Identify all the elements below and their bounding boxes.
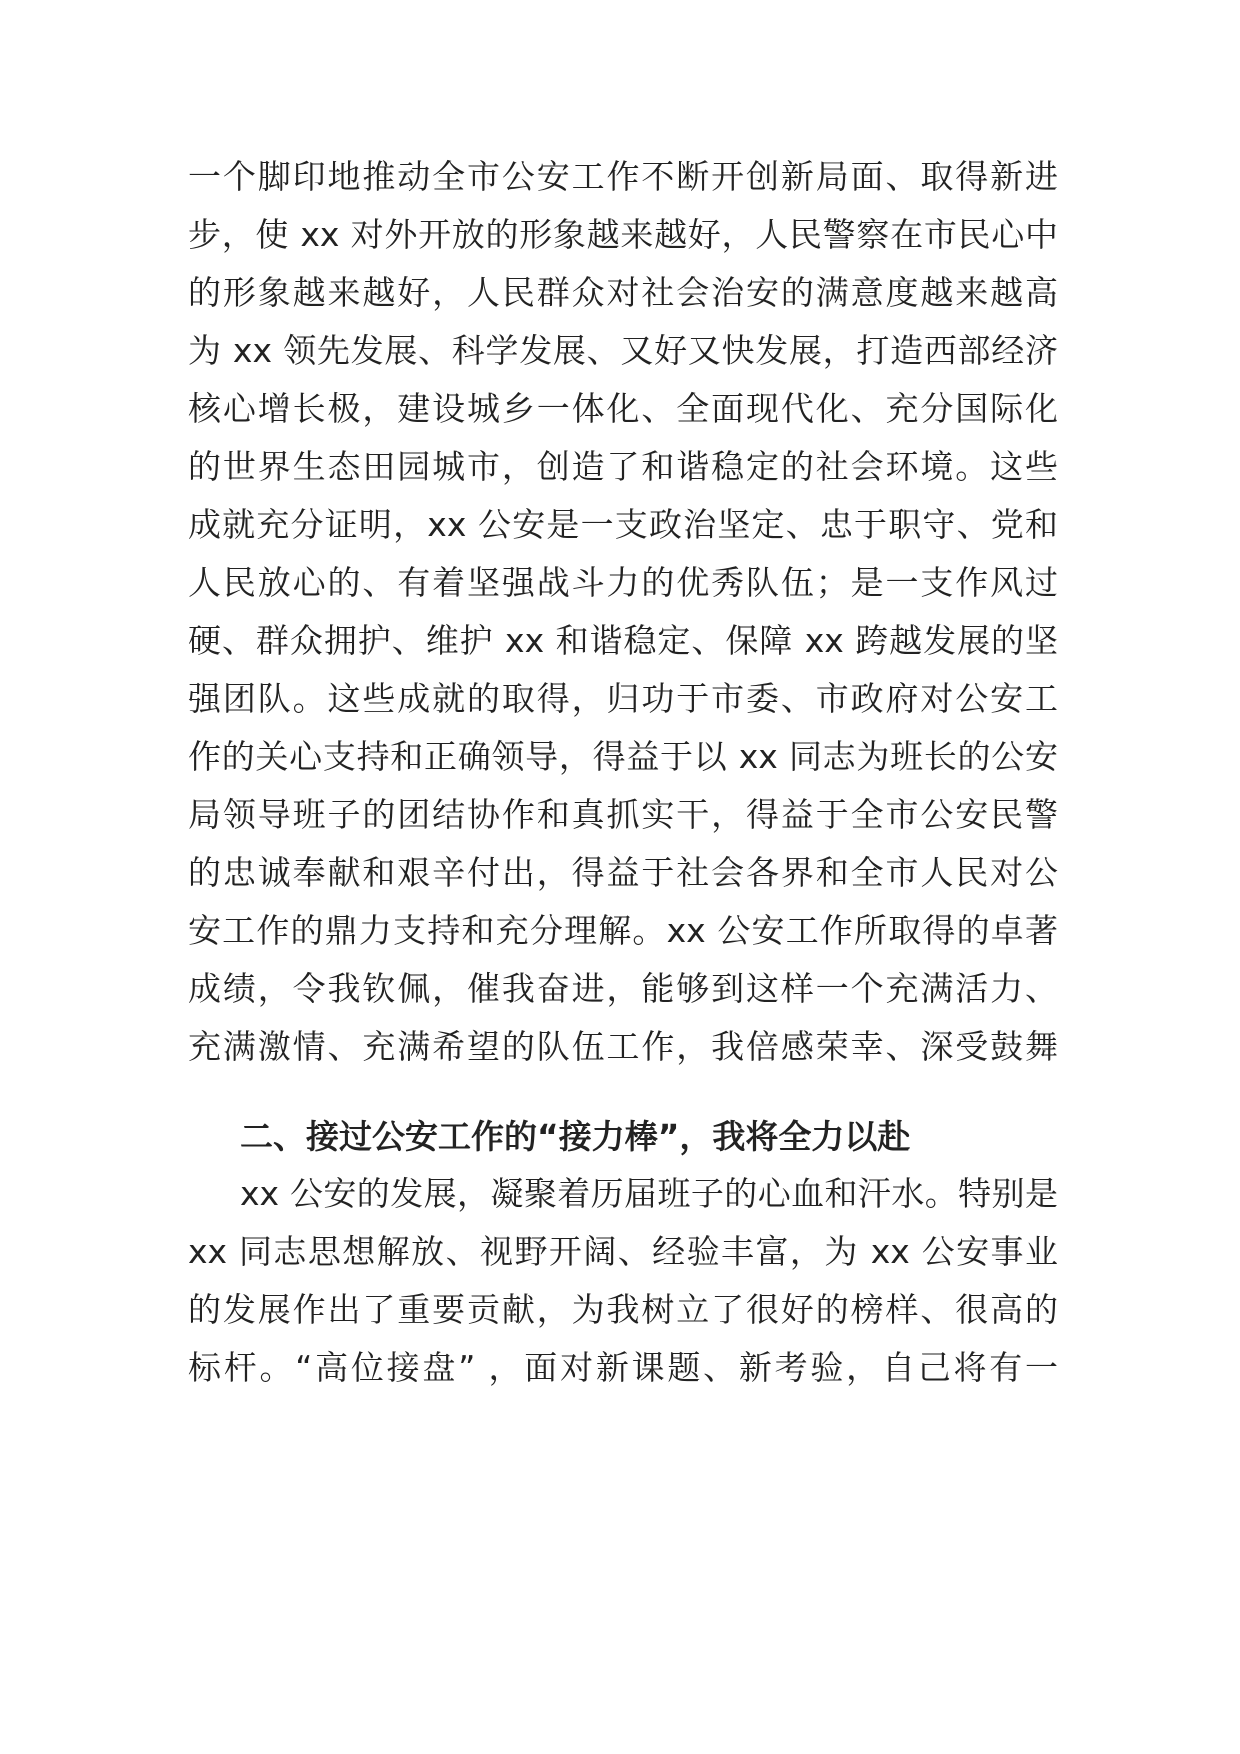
body-line: 一个脚印地推动全市公安工作不断开创新局面、取得新进 [188, 157, 1058, 196]
body-line: 局领导班子的团结协作和真抓实干，得益于全市公安民警 [188, 795, 1058, 834]
body-line: 成绩，令我钦佩，催我奋进，能够到这样一个充满活力、 [188, 969, 1058, 1008]
body-line: 的发展作出了重要贡献，为我树立了很好的榜样、很高的 [188, 1290, 1058, 1329]
body-line: 安工作的鼎力支持和充分理解。xx 公安工作所取得的卓著 [188, 911, 1058, 950]
body-line: 硬、群众拥护、维护 xx 和谐稳定、保障 xx 跨越发展的坚 [188, 621, 1058, 660]
body-line: 步，使 xx 对外开放的形象越来越好，人民警察在市民心中 [188, 215, 1058, 254]
body-line: 作的关心支持和正确领导，得益于以 xx 同志为班长的公安 [188, 737, 1058, 776]
body-line: 充满激情、充满希望的队伍工作，我倍感荣幸、深受鼓舞 [188, 1027, 1058, 1066]
body-line: xx 公安的发展，凝聚着历届班子的心血和汗水。特别是 [240, 1174, 1058, 1213]
body-line: 的忠诚奉献和艰辛付出，得益于社会各界和全市人民对公 [188, 853, 1058, 892]
body-line: 成就充分证明，xx 公安是一支政治坚定、忠于职守、党和 [188, 505, 1058, 544]
body-line: 核心增长极，建设城乡一体化、全面现代化、充分国际化 [188, 389, 1058, 428]
body-line: 标杆。“高位接盘” ，面对新课题、新考验，自己将有一 [188, 1348, 1058, 1387]
body-line: 为 xx 领先发展、科学发展、又好又快发展，打造西部经济 [188, 331, 1058, 370]
section-heading: 二、接过公安工作的“接力棒”，我将全力以赴 [240, 1117, 911, 1156]
body-line: 的形象越来越好，人民群众对社会治安的满意度越来越高 [188, 273, 1058, 312]
body-line: xx 同志思想解放、视野开阔、经验丰富，为 xx 公安事业 [188, 1232, 1058, 1271]
body-line: 强团队。这些成就的取得，归功于市委、市政府对公安工 [188, 679, 1058, 718]
body-line: 人民放心的、有着坚强战斗力的优秀队伍；是一支作风过 [188, 563, 1058, 602]
body-line: 的世界生态田园城市，创造了和谐稳定的社会环境。这些 [188, 447, 1058, 486]
